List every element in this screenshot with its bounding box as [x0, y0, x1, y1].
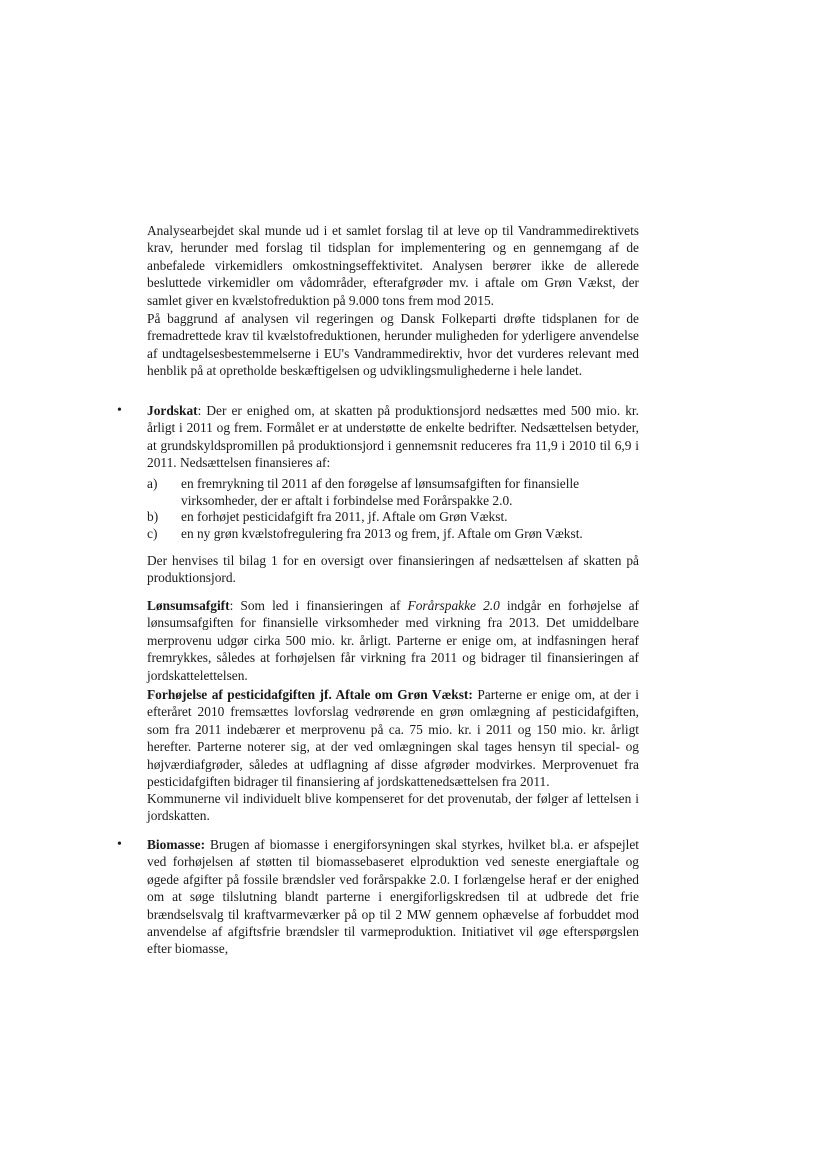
heading-jordskat: Jordskat: [147, 403, 198, 418]
heading-pesticidafgift: Forhøjelse af pesticidafgiften jf. Aftale om Grøn Vækst:: [147, 687, 473, 702]
list-item-text: en forhøjet pesticidafgift fra 2011, jf. Aftale om Grøn Vækst.: [181, 509, 508, 524]
section-jordskat: [147, 402, 639, 472]
list-marker: b): [147, 509, 159, 524]
list-item-text: en fremrykning til 2011 af den forøgelse af lønsumsafgiften for finansielle virksomheder, der er aftalt i forbindelse med Forårspakke 2.0.: [181, 476, 580, 509]
list-marker: c): [147, 526, 158, 541]
list-marker: a): [147, 476, 158, 491]
paragraph-bilag: Der henvises til bilag 1 for en oversigt over finansieringen af nedsættelsen af skatten på produktionsjord.: [147, 553, 639, 586]
section-loensumsafgift: [147, 597, 639, 684]
section-biomasse: [147, 836, 639, 958]
paragraph-background: På baggrund af analysen vil regeringen og Dansk Folkeparti drøfte tidsplanen for de fremadrettede krav til kvælstofreduktionen, herunder muligheden for yderligere anvendelse af undtagelsesbestemmelserne i EU's Vandrammedirektiv, hvor det vurderes relevant med henblik på at opretholde beskæftigelsen og udviklingsmulighederne i hele landet.: [147, 311, 639, 379]
pesticid-text: Parterne er enige om, at der i efteråret 2010 fremsættes lovforslag vedrørende en grøn omlægning af pesticidafgiften, som fra 2011 indebærer et merprovenu på ca. 75 mio. kr. i 2011 og 150 mio. kr. årligt herefter. Parterne noterer sig, at der ved omlægningen skal tages hensyn til special- og højværdiafgrøder, således at udflagning af disse afgrøder modvirkes. Merprovenuet fra pesticidafgiften bidrager til finansiering af jordskattenedsættelsen fra 2011.: [147, 687, 639, 790]
bullet-jordskat: •: [117, 403, 122, 418]
section-pesticidafgift: [147, 686, 639, 790]
loensum-text-b: indgår en forhøjelse af lønsumsafgiften for finansielle virksomheder med virkning fra 2013. Det umiddelbare merprovenu udgør cirka 500 mio. kr. årligt. Parterne er enige om, at indfasningen heraf fremrykkes, således at forhøjelsen får virkning fra 2011 og bidrager til finansieringen af jordskattelettelsen.: [147, 598, 639, 683]
list-item-text: en ny grøn kvælstofregulering fra 2013 og frem, jf. Aftale om Grøn Vækst.: [181, 526, 583, 541]
biomasse-text: Brugen af biomasse i energiforsyningen skal styrkes, hvilket bl.a. er afspejlet ved forhøjelsen af støtten til biomassebaseret elproduktion ved seneste energiaftale og øgede afgifter på fossile brændsler ved forårspakke 2.0. I forlængelse heraf er der enighed om at søge tilslutning blandt parterne i energiforligskredsen til at udbrede det frie brændselsvalg til kraftvarmeværker på op til 2 MW gennem ophævelse af forbuddet mod anvendelse af afgiftsfrie brændsler til varmeproduktion. Initiativet vil øge efterspørgslen efter biomasse,: [147, 837, 639, 957]
loensum-text-a: : Som led i finansieringen af: [229, 598, 408, 613]
heading-loensumsafgift: Lønsumsafgift: [147, 598, 230, 613]
loensum-italic: Forårspakke 2.0: [407, 598, 500, 613]
paragraph-analysis: Analysearbejdet skal munde ud i et samlet forslag til at leve op til Vandrammedirektivets krav, herunder med forslag til tidsplan for implementering og en gennemgang af de anbefalede virkemidlers omkostningseffektivitet. Analysen berører ikke de allerede besluttede virkemidler om vådområder, efterafgrøder mv. i aftale om Grøn Vækst, der samlet giver en kvælstofreduktion på 9.000 tons frem mod 2015.: [147, 223, 639, 308]
bullet-biomasse: •: [117, 837, 122, 852]
paragraph-kommuner: Kommunerne vil individuelt blive kompenseret for det provenutab, der følger af lettelsen i jordskatten.: [147, 791, 639, 824]
heading-biomasse: Biomasse:: [147, 837, 206, 852]
jordskat-text: : Der er enighed om, at skatten på produktionsjord nedsættes med 500 mio. kr. årligt i 2011 og frem. Formålet er at understøtte de enkelte bedrifter. Nedsættelsen betyder, at grundskyldspromillen på produktionsjord i gennemsnit reduceres fra 11,9 i 2010 til 6,9 i 2011. Nedsættelsen finansieres af:: [147, 403, 639, 471]
